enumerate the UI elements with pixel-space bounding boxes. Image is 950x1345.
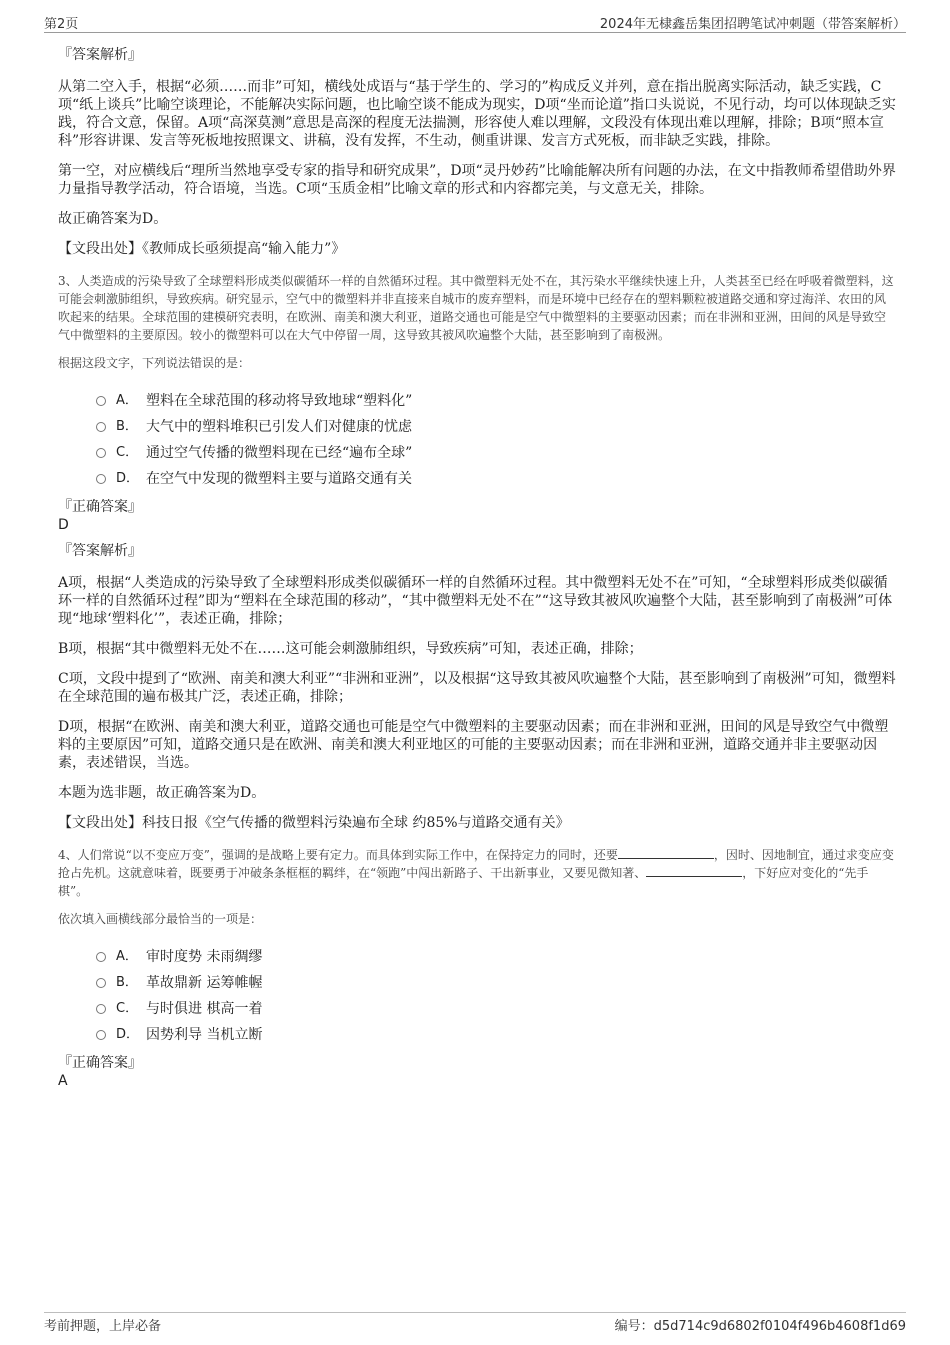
option-d[interactable]: D． 因势利导 当机立断 [96,1022,896,1048]
option-a[interactable]: A． 塑料在全球范围的移动将导致地球“塑料化” [96,388,896,414]
document-title: 2024年无棣鑫岳集团招聘笔试冲刺题（带答案解析） [599,17,906,32]
analysis-paragraph: C项，文段中提到了“欧洲、南美和澳大利亚”“非洲和亚洲”，以及根据“这导致其被风吹遍整个大陆，甚至影响到了南极洲”可知，微塑料在全球范围的遍布极其广泛，表述正确，排除； [58,671,896,705]
analysis-conclusion: 本题为选非题，故正确答案为D。 [58,785,266,801]
option-text: 大气中的塑料堆积已引发人们对健康的忧虑 [146,419,412,435]
option-c[interactable]: C． 与时俱进 棋高一着 [96,996,896,1022]
page-footer [44,1312,906,1335]
correct-answer: D [58,517,69,533]
question-prompt: 根据这段文字，下列说法错误的是： [58,356,251,370]
radio-icon[interactable] [96,396,106,406]
analysis-paragraph: B项，根据“其中微塑料无处不在……这可能会刺激肺组织，导致疾病”可知，表述正确，排除； [58,641,643,657]
analysis-conclusion: 故正确答案为D。 [58,211,168,227]
fill-blank [646,864,742,877]
document-id: 编号：d5d714c9d6802f0104f496b4608f1d69 [614,1319,906,1334]
radio-icon[interactable] [96,422,106,432]
option-d[interactable]: D． 在空气中发现的微塑料主要与道路交通有关 [96,466,896,492]
option-b[interactable]: B． 大气中的塑料堆积已引发人们对健康的忧虑 [96,414,896,440]
options-list [96,388,896,492]
analysis-paragraph: D项，根据“在欧洲、南美和澳大利亚，道路交通也可能是空气中微塑料的主要驱动因素；而在非洲和亚洲，田间的风是导致空气中微塑料的主要原因”可知，道路交通只是在欧洲、南美和澳大利亚地区的可能的主要驱动因素；而在非洲和亚洲，道路交通并非主要驱动因素，表述错误，当选。 [58,719,889,771]
option-b[interactable]: B． 革故鼎新 运筹帷幄 [96,970,896,996]
radio-icon[interactable] [96,978,106,988]
source-citation: 【文段出处】科技日报《空气传播的微塑料污染遍布全球 约85%与道路交通有关》 [58,815,570,831]
option-text: 在空气中发现的微塑料主要与道路交通有关 [146,471,412,487]
radio-icon[interactable] [96,474,106,484]
correct-answer-label: 『正确答案』 [58,499,142,515]
question-stem: 3、人类造成的污染导致了全球塑料形成类似碳循环一样的自然循环过程。其中微塑料无处不在，其污染水平继续快速上升，人类甚至已经在呼吸着微塑料，这可能会刺激肺组织，导致疾病。研究显示，空气中的微塑料并非直接来自城市的废弃塑料，而是环境中已经存在的塑料颗粒被道路交通和穿过海洋、农田的风吹起来的结果。全球范围的建模研究表明，在欧洲、南美和澳大利亚，道路交通也可能是空气中微塑料的主要驱动因素；而在非洲和亚洲，田间的风是导致空气中微塑料的主要原因。较小的微塑料可以在大气中停留一周，这导致其被风吹遍整个大陆，甚至影响到了南极洲。 [58,274,894,342]
analysis-label: 『答案解析』 [58,47,142,63]
option-text: 通过空气传播的微塑料现在已经“遍布全球” [146,445,413,461]
question-stem: 4、人们常说“以不变应万变”，强调的是战略上要有定力。而具体到实际工作中，在保持定力的同时，还要 ，因时、因地制宜，通过求变应变抢占先机。这就意味着，既要勇于冲破条条框框的羁绊，在“领跑”中闯出新路子、干出新事业，又要见微知著、 ，下好应对变化的“先手棋”。 [58,848,894,898]
page-header [44,10,906,33]
source-citation: 【文段出处】《教师成长亟须提高“输入能力”》 [58,241,346,257]
option-c[interactable]: C． 通过空气传播的微塑料现在已经“遍布全球” [96,440,896,466]
radio-icon[interactable] [96,952,106,962]
page-number: 第2页 [44,17,79,32]
radio-icon[interactable] [96,448,106,458]
correct-answer: A [58,1073,68,1089]
option-text: 与时俱进 棋高一着 [146,1001,263,1017]
options-list [96,944,896,1048]
radio-icon[interactable] [96,1030,106,1040]
option-text: 因势利导 当机立断 [146,1027,263,1043]
radio-icon[interactable] [96,1004,106,1014]
option-text: 审时度势 未雨绸缪 [146,949,263,965]
analysis-paragraph: 从第二空入手，根据“必须……而非”可知，横线处成语与“基于学生的、学习的”构成反义并列，意在指出脱离实际活动，缺乏实践，C项“纸上谈兵”比喻空谈理论，不能解决实际问题，也比喻空谈不能成为现实，D项“坐而论道”指口头说说，不见行动，均可以体现缺乏实践，符合文意，保留。A项“高深莫测”意思是高深的程度无法揣测，形容使人难以理解，文段没有体现出难以理解，排除；B项“照本宣科”形容讲课、发言等死板地按照课文、讲稿，没有发挥，不生动，侧重讲课、发言方式死板，而非缺乏实践，排除。 [58,79,896,149]
analysis-paragraph: A项，根据“人类造成的污染导致了全球塑料形成类似碳循环一样的自然循环过程。其中微塑料无处不在”可知，“全球塑料形成类似碳循环一样的自然循环过程”即为“塑料在全球范围的移动”，“其中微塑料无处不在”“这导致其被风吹遍整个大陆，甚至影响到了南极洲”可体现“地球‘塑料化’”，表述正确，排除； [58,575,893,627]
option-text: 塑料在全球范围的移动将导致地球“塑料化” [146,393,413,409]
option-a[interactable]: A． 审时度势 未雨绸缪 [96,944,896,970]
footer-slogan: 考前押题，上岸必备 [44,1319,162,1334]
document-body [58,46,896,1098]
question-prompt: 依次填入画横线部分最恰当的一项是： [58,912,263,926]
analysis-paragraph: 第一空，对应横线后“理所当然地享受专家的指导和研究成果”，D项“灵丹妙药”比喻能解决所有问题的办法，在文中指教师希望借助外界力量指导教学活动，符合语境，当选。C项“玉质金相”比喻文章的形式和内容都完美，与文意无关，排除。 [58,163,896,197]
option-text: 革故鼎新 运筹帷幄 [146,975,263,991]
analysis-label: 『答案解析』 [58,543,142,559]
fill-blank [618,846,714,859]
correct-answer-label: 『正确答案』 [58,1055,142,1071]
